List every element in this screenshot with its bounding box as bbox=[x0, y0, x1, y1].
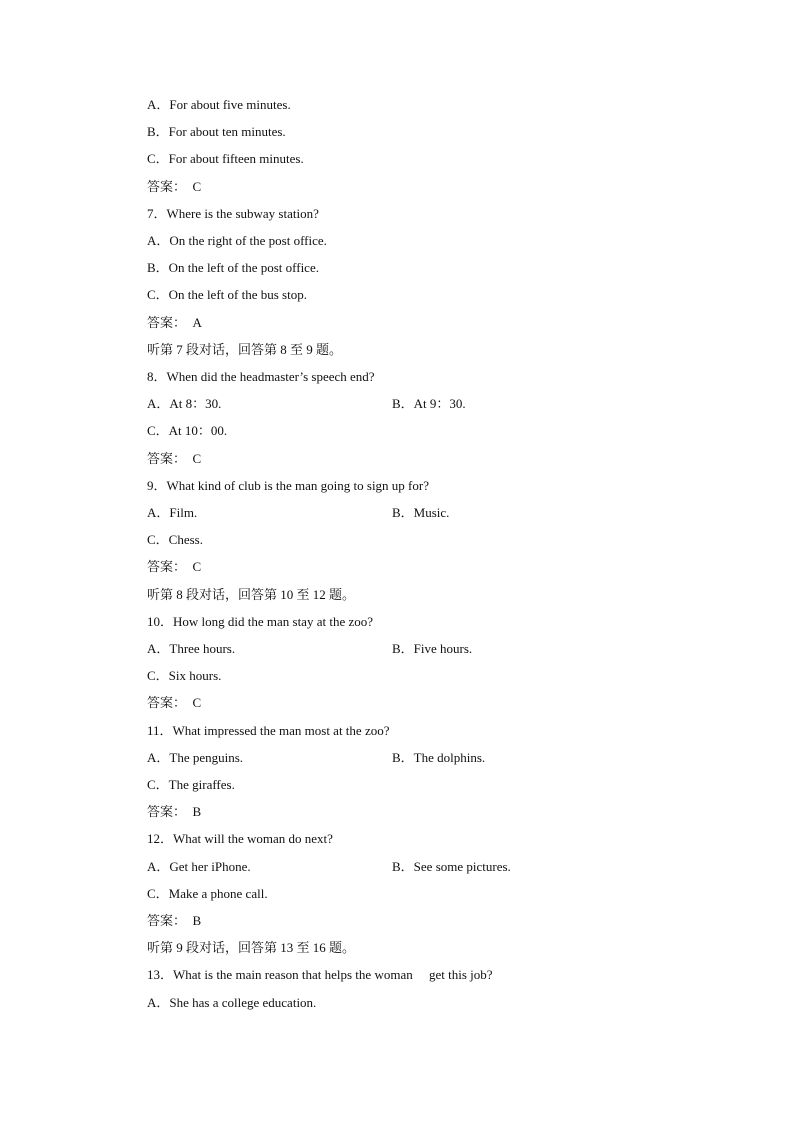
option-line bbox=[147, 122, 286, 142]
option-line bbox=[147, 639, 473, 659]
line-text: C．On the left of the bus stop. bbox=[147, 287, 307, 303]
answer-line bbox=[147, 449, 201, 469]
line-text: A．The penguins. bbox=[147, 749, 244, 765]
option-line bbox=[147, 394, 466, 414]
line-text: 答案： A bbox=[147, 314, 202, 330]
option-right: B．Music. bbox=[392, 505, 450, 520]
option-line bbox=[147, 258, 319, 278]
answer-line bbox=[147, 693, 201, 713]
line-text: A．Film. bbox=[147, 505, 198, 520]
option-line bbox=[147, 775, 235, 795]
line-text: A．At 8：30. bbox=[147, 396, 222, 412]
option-right: B．Five hours. bbox=[392, 641, 473, 656]
line-text: C．At 10：00. bbox=[147, 423, 228, 439]
line-text: C．Make a phone call. bbox=[147, 885, 268, 901]
question-text bbox=[147, 721, 389, 741]
question-text bbox=[147, 204, 319, 224]
option-line bbox=[147, 231, 327, 251]
answer-line bbox=[147, 802, 201, 822]
question-text bbox=[147, 612, 373, 632]
option-line bbox=[147, 95, 291, 115]
option-line bbox=[147, 285, 307, 305]
section-instruction bbox=[147, 938, 355, 958]
section-instruction bbox=[147, 340, 342, 360]
line-text: C．Chess. bbox=[147, 532, 203, 548]
line-text: C．Six hours. bbox=[147, 668, 222, 684]
answer-line bbox=[147, 911, 201, 931]
line-text: 答案： C bbox=[147, 695, 202, 711]
line-text: B．On the left of the post office. bbox=[147, 260, 319, 276]
question-text bbox=[147, 476, 429, 496]
line-text: 12．What will the woman do next? bbox=[147, 831, 333, 847]
line-text: 答案： C bbox=[147, 178, 202, 194]
line-text: A．On the right of the post office. bbox=[147, 233, 327, 248]
answer-line bbox=[147, 313, 202, 333]
line-text: 8．When did the headmaster’s speech end? bbox=[147, 369, 375, 384]
option-line bbox=[147, 421, 227, 441]
line-text: C．The giraffes. bbox=[147, 777, 235, 792]
question-text bbox=[147, 367, 375, 387]
option-right: B．At 9：30. bbox=[392, 396, 466, 412]
line-text: 答案： C bbox=[147, 450, 202, 466]
option-right: B．See some pictures. bbox=[392, 858, 511, 874]
option-line bbox=[147, 666, 221, 686]
line-text: 答案： B bbox=[147, 913, 202, 928]
question-text bbox=[147, 965, 493, 985]
option-line bbox=[147, 530, 203, 550]
line-text: 答案： C bbox=[147, 559, 202, 575]
answer-line bbox=[147, 557, 201, 577]
line-text: 听第 8 段对话，回答第 10 至 12 题。 bbox=[147, 586, 356, 602]
line-text: 7．Where is the subway station? bbox=[147, 205, 319, 221]
option-line bbox=[147, 857, 511, 877]
option-right: B．The dolphins. bbox=[392, 749, 486, 765]
line-text: 13．What is the main reason that helps the woman get this job? bbox=[147, 967, 493, 983]
option-line bbox=[147, 503, 450, 523]
line-text: 答案： B bbox=[147, 804, 202, 820]
line-text: A．She has a college education. bbox=[147, 994, 317, 1010]
line-text: A．For about five minutes. bbox=[147, 97, 291, 112]
line-text: 听第 7 段对话，回答第 8 至 9 题。 bbox=[147, 341, 343, 357]
option-line bbox=[147, 884, 268, 904]
option-line bbox=[147, 993, 316, 1013]
line-text: 听第 9 段对话，回答第 13 至 16 题。 bbox=[147, 940, 356, 956]
line-text: C．For about fifteen minutes. bbox=[147, 151, 304, 167]
line-text: A．Three hours. bbox=[147, 641, 236, 656]
line-text: 10．How long did the man stay at the zoo? bbox=[147, 613, 374, 629]
section-instruction bbox=[147, 585, 355, 605]
answer-line bbox=[147, 177, 201, 197]
line-text: 9．What kind of club is the man going to sign up for? bbox=[147, 477, 429, 493]
question-text bbox=[147, 829, 333, 849]
option-line bbox=[147, 748, 486, 768]
line-text: 11．What impressed the man most at the zoo? bbox=[147, 722, 390, 738]
line-text: A．Get her iPhone. bbox=[147, 858, 251, 874]
line-text: B．For about ten minutes. bbox=[147, 124, 286, 140]
option-line bbox=[147, 149, 304, 169]
